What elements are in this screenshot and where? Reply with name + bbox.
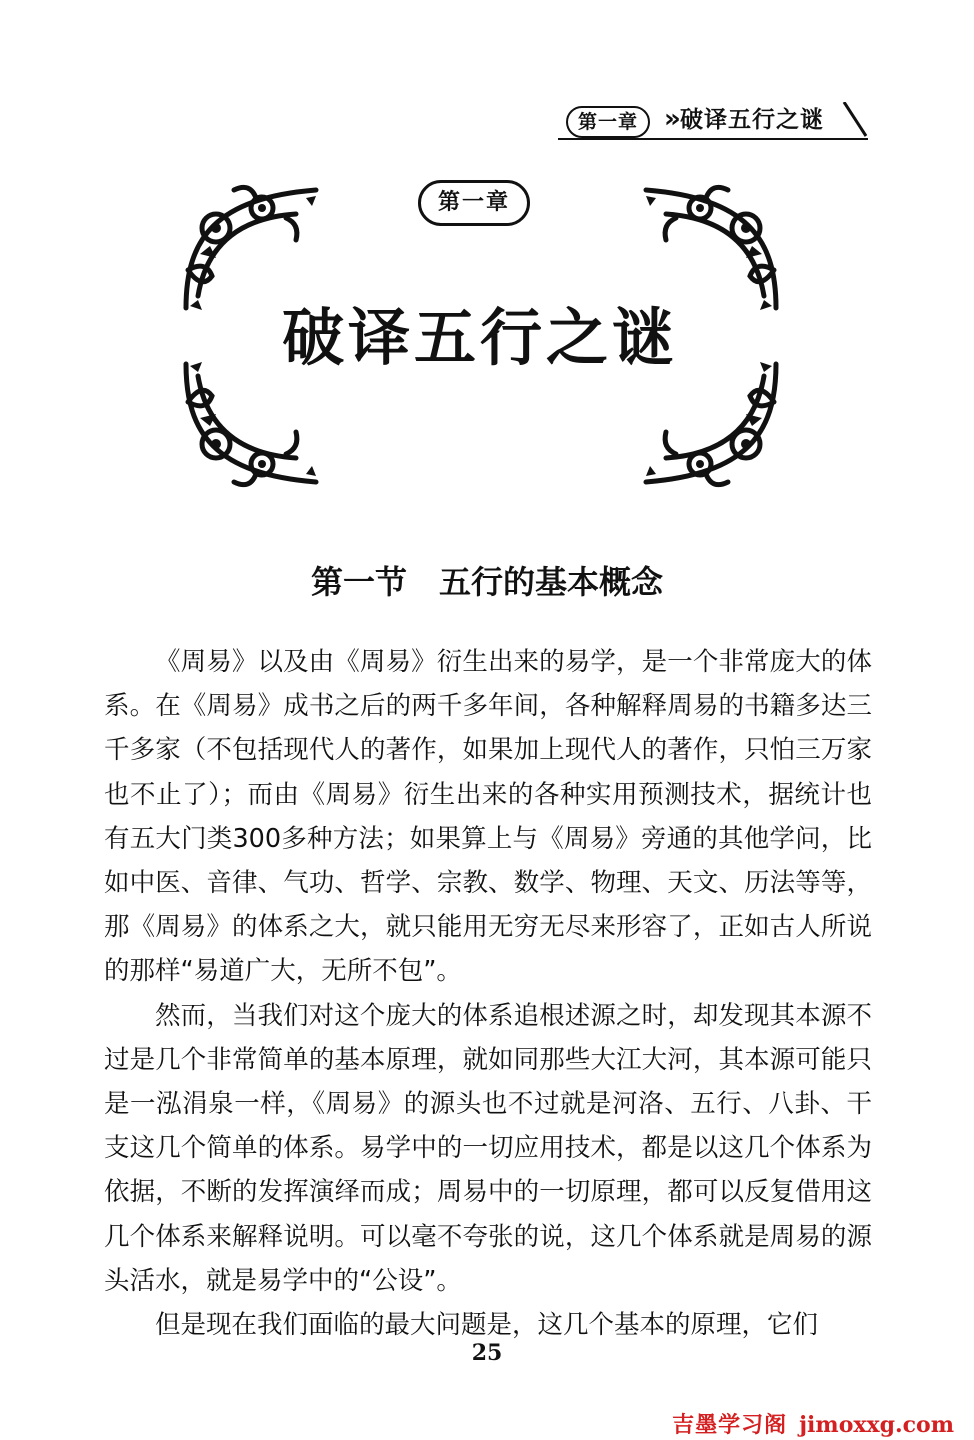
body-text	[104, 640, 872, 1347]
paragraph: 《周易》以及由《周易》衍生出来的易学，是一个非常庞大的体系。在《周易》成书之后的两千多年间，各种解释周易的书籍多达三千多家（不包括现代人的著作，如果加上现代人的著作，只怕三万家也不止了）；而由《周易》衍生出来的各种实用预测技术，据统计也有五大门类300多种方法；如果算上与《周易》旁通的其他学问，比如中医、音律、气功、哲学、宗教、数学、物理、天文、历法等等，那《周易》的体系之大，就只能用无穷无尽来形容了，正如古人所说的那样“易道广大，无所不包”。	[104, 647, 872, 987]
header-rule	[558, 138, 868, 140]
running-header-chapter-label: 第一章	[566, 106, 650, 138]
slash-mark-icon	[838, 102, 868, 138]
chapter-title: 破译五行之谜	[281, 301, 678, 374]
chapter-label-badge: 第一章	[418, 180, 530, 226]
paragraph: 然而，当我们对这个庞大的体系追根述源之时，却发现其本源不过是几个非常简单的基本原理，就如同那些大江大河，其本源可能只是一泓涓泉一样，《周易》的源头也不过就是河洛、五行、八卦、干支这几个简单的体系。易学中的一切应用技术，都是以这几个体系为依据，不断的发挥演绎而成；周易中的一切原理，都可以反复借用这几个体系来解释说明。可以毫不夸张的说，这几个体系就是周易的源头活水，就是易学中的“公设”。	[104, 1000, 872, 1296]
page-number: 25	[471, 1340, 503, 1366]
double-arrow-icon: »	[664, 104, 681, 134]
running-header-title: 破译五行之谜	[680, 107, 824, 133]
running-header	[558, 100, 868, 140]
paragraph: 但是现在我们面临的最大问题是，这几个基本的原理，它们	[155, 1310, 819, 1341]
watermark-url: jimoxxg.com	[799, 1412, 954, 1438]
watermark	[672, 1408, 954, 1438]
section-title: 第一节 五行的基本概念	[310, 563, 663, 601]
watermark-cn: 吉墨学习阁	[672, 1413, 788, 1438]
